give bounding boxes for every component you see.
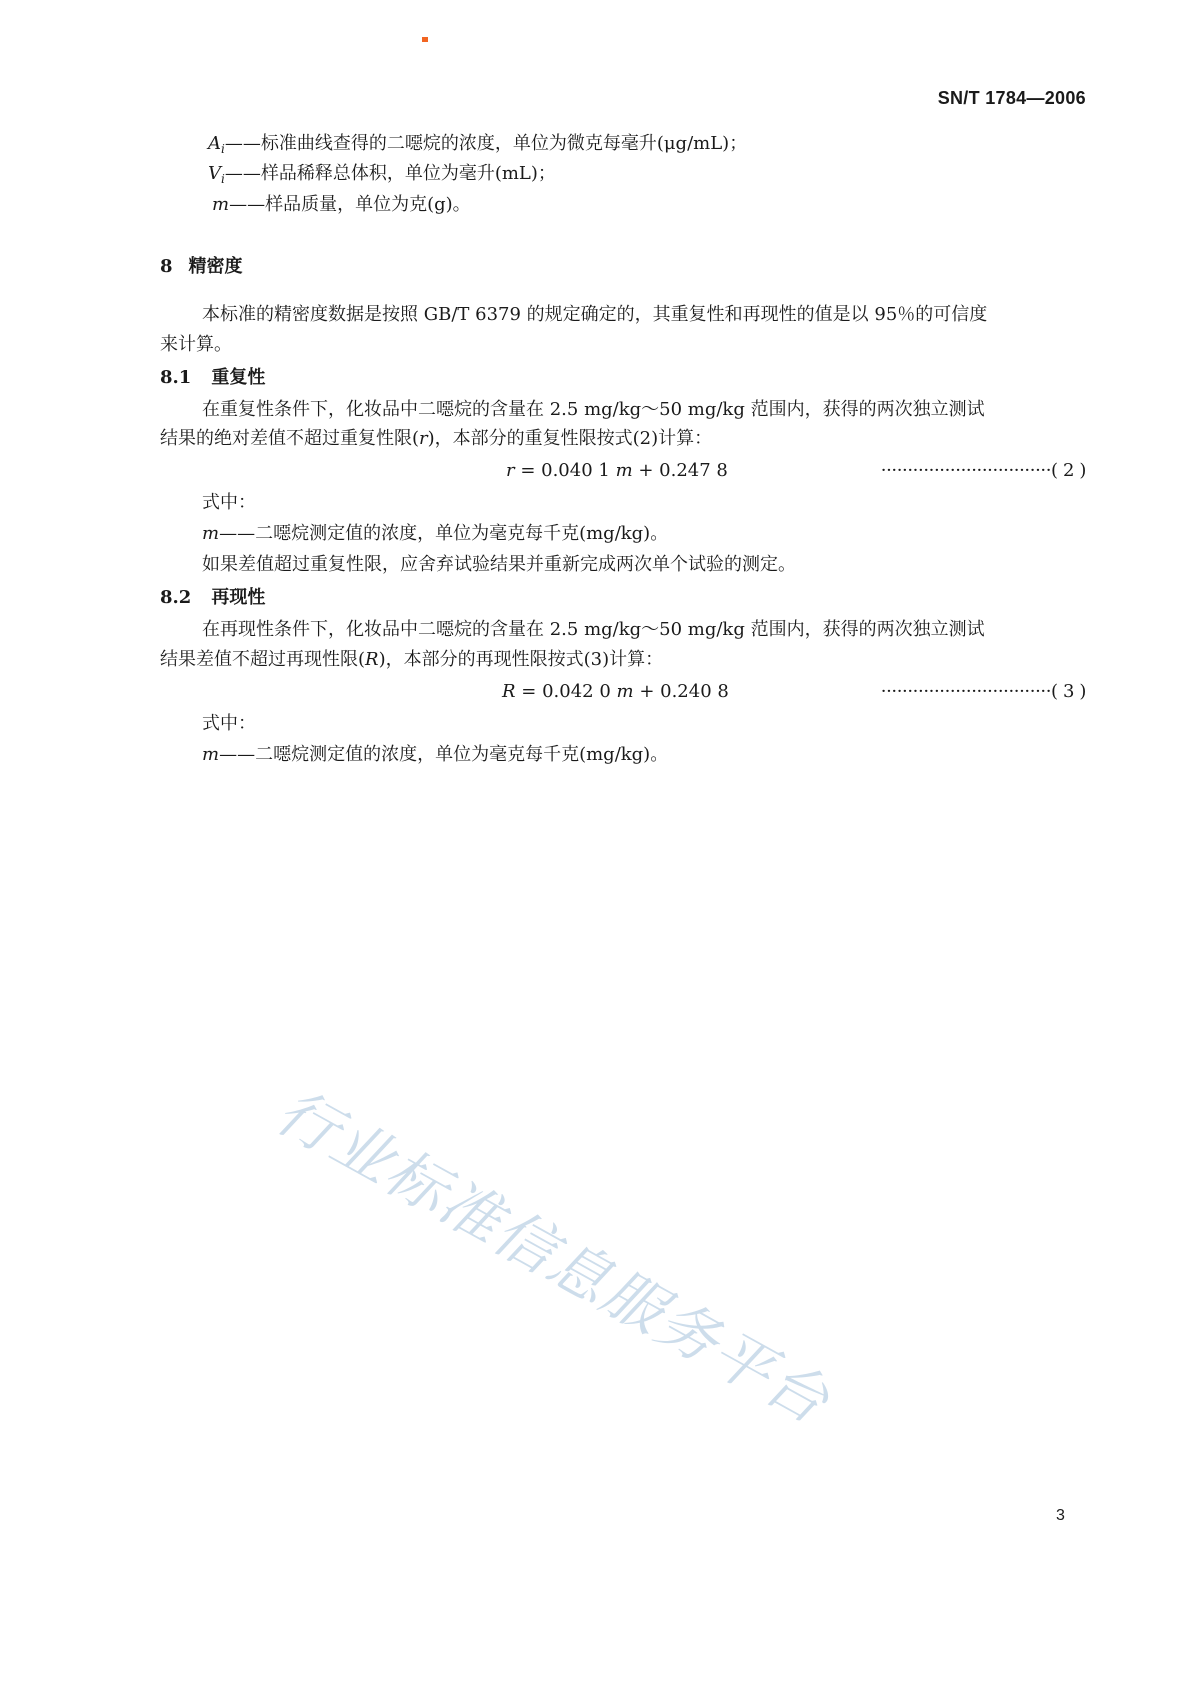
equation-3	[160, 681, 1086, 703]
definition-text: ——标准曲线查得的二噁烷的浓度，单位为微克每毫升(μg/mL)；	[224, 133, 748, 154]
section-8-2-line-2	[160, 649, 663, 671]
section-8-2-heading	[160, 587, 265, 609]
equation-formula	[502, 681, 729, 703]
text: )，本部分的再现性限按式(3)计算：	[378, 649, 664, 670]
section-title: 精密度	[188, 256, 243, 277]
section-title: 重复性	[211, 367, 266, 388]
equation-number: ································( 3 )	[880, 681, 1086, 702]
text: 结果的绝对差值不超过重复性限(	[160, 428, 420, 449]
text: = 0.040 1	[514, 460, 616, 481]
text: = 0.042 0	[515, 681, 617, 702]
page-number: 3	[1056, 1507, 1065, 1524]
subscript-i: i	[221, 172, 225, 186]
section-8-1-line-1: 在重复性条件下，化妆品中二噁烷的含量在 2.5 mg/kg～50 mg/kg 范围内，获得的两次独立测试	[202, 399, 985, 420]
where-label: 式中：	[202, 492, 256, 513]
section-number: 8	[160, 256, 173, 277]
definition-m	[212, 194, 471, 216]
definition-text: ——二噁烷测定值的浓度，单位为毫克每千克(mg/kg)。	[219, 523, 669, 544]
variable-R: R	[365, 649, 379, 670]
watermark: 行业标准信息服务平台	[264, 1076, 841, 1439]
text: )，本部分的重复性限按式(2)计算：	[427, 428, 713, 449]
symbol-m: m	[202, 744, 220, 765]
section-8-1-line-2	[160, 428, 712, 450]
section-number: 8.1	[160, 367, 192, 388]
section-number: 8.2	[160, 587, 192, 608]
definition-Vi	[208, 163, 556, 190]
definition-text: ——二噁烷测定值的浓度，单位为毫克每千克(mg/kg)。	[219, 744, 669, 765]
definition-m	[202, 523, 668, 545]
variable-r: r	[419, 428, 428, 449]
variable-R: R	[502, 681, 516, 702]
section-8-2-line-1: 在再现性条件下，化妆品中二噁烷的含量在 2.5 mg/kg～50 mg/kg 范围内，获得的两次独立测试	[202, 619, 985, 640]
subscript-i: i	[221, 142, 225, 156]
symbol-V: V	[208, 163, 221, 184]
text: 结果差值不超过再现性限(	[160, 649, 366, 670]
section-8-paragraph-line-2: 来计算。	[160, 334, 232, 355]
variable-m: m	[616, 681, 634, 702]
section-8-paragraph-line-1: 本标准的精密度数据是按照 GB/T 6379 的规定确定的，其重复性和再现性的值是以 95％的可信度	[202, 304, 988, 325]
symbol-m: m	[202, 523, 220, 544]
text: + 0.247 8	[632, 460, 728, 481]
definition-Ai	[208, 133, 747, 160]
section-8-1-heading	[160, 367, 265, 389]
equation-2	[160, 460, 1086, 482]
definition-m	[202, 744, 668, 766]
corner-mark	[422, 37, 428, 42]
section-8-heading	[160, 256, 243, 278]
variable-m: m	[615, 460, 633, 481]
symbol-A: A	[208, 133, 221, 154]
equation-number: ································( 2 )	[880, 460, 1086, 481]
standard-number: SN/T 1784—2006	[937, 88, 1086, 108]
symbol-m: m	[212, 194, 230, 215]
section-title: 再现性	[211, 587, 266, 608]
where-label: 式中：	[202, 713, 256, 734]
variable-r: r	[506, 460, 515, 481]
text: + 0.240 8	[633, 681, 729, 702]
equation-formula	[506, 460, 728, 482]
definition-text: ——样品稀释总体积，单位为毫升(mL)；	[224, 163, 556, 184]
definition-text: ——样品质量，单位为克(g)。	[229, 194, 471, 215]
section-8-1-note: 如果差值超过重复性限，应舍弃试验结果并重新完成两次单个试验的测定。	[202, 554, 796, 575]
